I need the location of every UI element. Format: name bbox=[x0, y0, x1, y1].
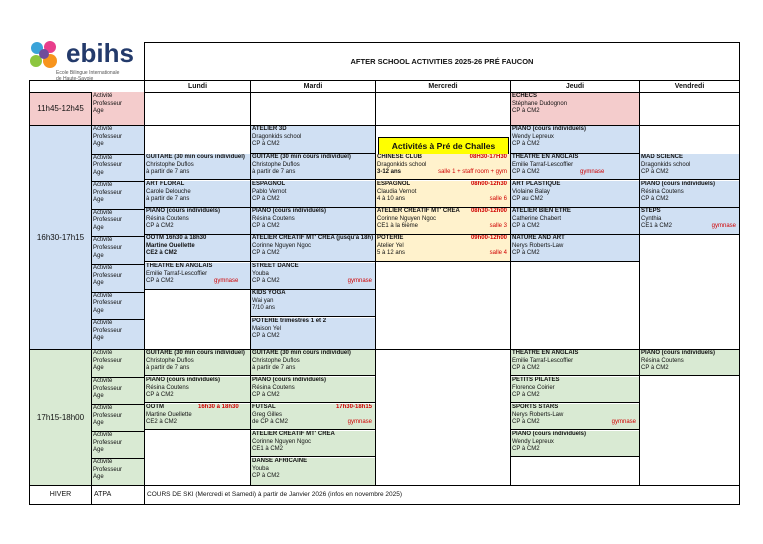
activity-age: CE2 à CM2 bbox=[146, 419, 178, 426]
activity-age: à partir de 7 ans bbox=[252, 365, 296, 372]
label-group bbox=[92, 404, 144, 431]
activity-room: gymnase bbox=[711, 223, 736, 230]
label-group bbox=[92, 264, 144, 292]
activity-age: à partir de 7 ans bbox=[146, 365, 190, 372]
activity-teacher: Youba bbox=[252, 465, 269, 472]
activity-room: gymnase bbox=[611, 419, 636, 426]
activity-block-e-thu-theatre bbox=[511, 350, 639, 376]
activity-title: PIANO (cours individuels) bbox=[512, 431, 587, 437]
activity-title: PIANO (cours individuels) bbox=[641, 181, 716, 187]
activity-teacher: Emilie Tarraf-Lescoffier bbox=[512, 357, 574, 364]
activity-title: PIANO (cours individuels) bbox=[146, 377, 221, 383]
hiver-text-cell bbox=[144, 485, 740, 505]
activity-age: 7/10 ans bbox=[252, 305, 276, 312]
activity-age: CP à CM2 bbox=[252, 250, 280, 257]
activity-block-a-thu-artplastique bbox=[511, 181, 639, 208]
activity-age: CP à CM2 bbox=[512, 419, 540, 426]
activity-time: 08h30-12h00 bbox=[470, 208, 507, 214]
activity-teacher: Résina Coutens bbox=[641, 357, 684, 364]
activity-title: ATELIER CREATIF MT' CREA bbox=[252, 431, 335, 437]
label-age: Age bbox=[93, 169, 104, 176]
page-title: AFTER SCHOOL ACTIVITIES 2025-26 PRÉ FAUCON bbox=[350, 57, 534, 66]
time-slot-2-label: 16h30-17h15 bbox=[36, 233, 85, 242]
activity-title: NATURE AND ART bbox=[512, 235, 565, 241]
label-professeur: Professeur bbox=[93, 272, 123, 279]
activity-block-a-tue-guitare bbox=[251, 154, 375, 180]
activity-block-a-thu-piano1 bbox=[511, 126, 639, 154]
label-age: Age bbox=[93, 335, 104, 342]
activity-teacher: Corinne Nguyen Ngoc bbox=[377, 215, 437, 222]
activity-title: MAD SCIENCE bbox=[641, 154, 684, 160]
activity-age: CP à CM2 bbox=[512, 108, 540, 115]
activity-block-a-tue-poterie bbox=[251, 318, 375, 350]
label-age: Age bbox=[93, 447, 104, 454]
label-activite: Activité bbox=[93, 459, 113, 465]
activity-title: PETITS PILATES bbox=[512, 377, 560, 383]
activity-time: 08h00-12h30 bbox=[470, 181, 507, 187]
labels-slot-2 bbox=[91, 125, 145, 350]
activity-teacher: Wendy Lepreux bbox=[512, 438, 554, 445]
activity-age: CE1 à la 6ième bbox=[377, 223, 419, 230]
activity-age: CP à CM2 bbox=[641, 169, 669, 176]
label-group bbox=[92, 350, 144, 377]
activity-block-a-thu-bienetre bbox=[511, 208, 639, 235]
activity-title: PIANO (cours individuels) bbox=[512, 126, 587, 132]
hiver-sub: ATPA bbox=[94, 491, 112, 498]
day-header-mercredi: Mercredi bbox=[375, 80, 511, 93]
labels-slot-3 bbox=[91, 349, 145, 486]
label-age: Age bbox=[93, 420, 104, 427]
activity-title: POTERIE bbox=[377, 235, 404, 241]
day-header-vendredi: Vendredi bbox=[639, 80, 740, 93]
activity-block-e-thu-pilates bbox=[511, 377, 639, 403]
activity-title: ATELIER CREATIF MT' CREA (jusqu'à 18h) bbox=[252, 235, 374, 241]
activity-teacher: Maison Yel bbox=[252, 325, 282, 332]
activity-block-e-tue-piano bbox=[251, 377, 375, 403]
logo-name: ebihs bbox=[66, 38, 134, 68]
col-e-wed bbox=[375, 349, 511, 486]
activity-title: PIANO (cours individuels) bbox=[252, 377, 327, 383]
activity-title: ATELIER BIEN ETRE bbox=[512, 208, 571, 214]
cell-m-fri bbox=[639, 92, 740, 126]
activity-block-e-fri-piano bbox=[640, 350, 739, 376]
activity-title: CHINESE CLUB bbox=[377, 154, 423, 160]
activity-teacher: Corinne Nguyen Ngoc bbox=[252, 438, 312, 445]
label-activite: Activité bbox=[93, 350, 113, 356]
label-age: Age bbox=[93, 252, 104, 259]
activity-age: 4 à 10 ans bbox=[377, 196, 406, 203]
activity-age: CP à CM2 bbox=[252, 333, 280, 340]
activity-block-e-thu-sports bbox=[511, 404, 639, 430]
label-activite: Activité bbox=[93, 405, 113, 411]
activity-age: CP au CM2 bbox=[512, 196, 543, 203]
activity-teacher: Martine Ouellette bbox=[146, 411, 192, 418]
activity-title: GUITARE (30 min cours individuel) bbox=[146, 350, 245, 356]
label-professeur: Professeur bbox=[93, 357, 123, 364]
label-group bbox=[92, 431, 144, 458]
label-age: Age bbox=[93, 108, 104, 115]
label-activite: Activité bbox=[93, 265, 113, 271]
activity-age: CP à CM2 bbox=[512, 250, 540, 257]
activity-block-m-thu-echecs bbox=[511, 93, 639, 126]
activity-title: THEATRE EN ANGLAIS bbox=[146, 263, 213, 269]
label-activite: Activité bbox=[93, 93, 113, 99]
activity-teacher: Youba bbox=[252, 270, 269, 277]
activity-block-e-thu-piano bbox=[511, 431, 639, 457]
activity-block-a-mon-guitare bbox=[145, 154, 250, 180]
label-age: Age bbox=[93, 393, 104, 400]
label-activite: Activité bbox=[93, 237, 113, 244]
label-activite: Activité bbox=[93, 182, 113, 189]
activity-age: CE2 à CM2 bbox=[146, 250, 178, 257]
activity-teacher: Résina Coutens bbox=[146, 384, 189, 391]
activity-title: STREET DANCE bbox=[252, 263, 299, 269]
activity-block-a-wed-chinese bbox=[376, 154, 510, 180]
activity-block-a-wed-poterie bbox=[376, 235, 510, 262]
activity-room: salle 1 + staff room + gym bbox=[438, 169, 507, 176]
activity-age: CE1 à CM2 bbox=[641, 223, 673, 230]
label-professeur: Professeur bbox=[93, 100, 123, 107]
activity-age: à partir de 7 ans bbox=[252, 169, 296, 176]
ebihs-logo-icon bbox=[28, 40, 62, 72]
activity-title: GUITARE (30 min cours individuel) bbox=[146, 154, 245, 160]
activity-block-a-wed-espagnol bbox=[376, 181, 510, 208]
activity-block-a-tue-espagnol bbox=[251, 181, 375, 208]
activity-title: KIDS YOGA bbox=[252, 290, 286, 296]
activity-time: 08H30-17H30 bbox=[469, 154, 507, 160]
activity-block-e-tue-danse bbox=[251, 458, 375, 486]
activity-title: ECHECS bbox=[512, 93, 538, 99]
label-activite: Activité bbox=[93, 126, 113, 132]
activity-age: CP à CM2 bbox=[512, 223, 540, 230]
activity-age: CP à CM2 bbox=[252, 223, 280, 230]
activity-age: CP à CM2 bbox=[512, 446, 540, 453]
label-age: Age bbox=[93, 474, 104, 481]
time-slot-3-label: 17h15-18h00 bbox=[36, 413, 85, 422]
label-age: Age bbox=[93, 224, 104, 231]
logo-subtitle-2: de Haute-Savoie bbox=[56, 76, 94, 82]
activity-time: 17h30-18h15 bbox=[335, 404, 372, 410]
activity-title: PIANO (cours individuels) bbox=[146, 208, 221, 214]
activity-title: ATELIER CREATIF MT' CREA bbox=[377, 208, 460, 214]
activity-teacher: Wendy Lepreux bbox=[512, 133, 554, 140]
label-professeur: Professeur bbox=[93, 300, 123, 307]
activity-title: FUTSAL bbox=[252, 404, 276, 410]
activity-teacher: Violaine Balay bbox=[512, 188, 550, 195]
activity-age: CP à CM2 bbox=[146, 392, 174, 399]
label-professeur: Professeur bbox=[93, 217, 123, 224]
activity-block-a-fri-steps bbox=[640, 208, 739, 235]
label-activite: Activité bbox=[93, 320, 113, 327]
activity-teacher: Résina Coutens bbox=[252, 384, 295, 391]
challes-banner-text: Activités à Pré de Challes bbox=[391, 141, 496, 151]
activity-room: salle 6 bbox=[489, 196, 507, 203]
label-group bbox=[92, 126, 144, 154]
activity-block-a-fri-piano bbox=[640, 181, 739, 208]
activity-title: OOTM 16h30 à 18h30 bbox=[146, 235, 207, 241]
activity-block-e-tue-atelier bbox=[251, 431, 375, 457]
activity-block-a-mon-artfloral bbox=[145, 181, 250, 208]
activity-title: ART PLASTIQUE bbox=[512, 181, 561, 187]
activity-age: 5 à 12 ans bbox=[377, 250, 406, 257]
hiver-text: COURS DE SKI (Mercredi et Samedi) à partir de Janvier 2026 (infos en novembre 2025) bbox=[147, 491, 403, 498]
activity-age: CP à CM2 bbox=[252, 196, 280, 203]
activity-room: gymnase bbox=[580, 169, 605, 176]
activity-age: CP à CM2 bbox=[146, 223, 174, 230]
activity-title: PIANO (cours individuels) bbox=[252, 208, 327, 214]
time-slot-1-label: 11h45-12h45 bbox=[37, 104, 84, 113]
day-header-mardi: Mardi bbox=[250, 80, 376, 93]
activity-age: CP à CM2 bbox=[252, 141, 280, 148]
cell-m-tue bbox=[250, 92, 376, 126]
page-title-cell bbox=[144, 42, 740, 80]
time-slot-2 bbox=[29, 125, 92, 350]
activity-title: STEPS bbox=[641, 208, 661, 214]
activity-title: THEATRE EN ANGLAIS bbox=[512, 350, 579, 356]
activity-time: 09h00-12h00 bbox=[470, 235, 507, 241]
activity-age: à partir de 7 ans bbox=[146, 196, 190, 203]
activity-room: salle 4 bbox=[489, 250, 507, 257]
activity-teacher: Greg Gilles bbox=[252, 411, 283, 418]
label-age: Age bbox=[93, 307, 104, 314]
activity-room: gymnase bbox=[347, 419, 372, 426]
activity-block-a-tue-atelier3d bbox=[251, 126, 375, 154]
time-slot-1 bbox=[29, 92, 92, 126]
label-age: Age bbox=[93, 365, 104, 372]
activity-age: CP à CM2 bbox=[252, 392, 280, 399]
label-activite: Activité bbox=[93, 292, 113, 299]
cell-m-wed bbox=[375, 92, 511, 126]
activity-teacher: Christophe Duflos bbox=[252, 357, 300, 364]
activity-teacher: Nerys Roberts-Law bbox=[512, 411, 564, 418]
activity-block-a-tue-yoga bbox=[251, 290, 375, 317]
activity-block-a-tue-street bbox=[251, 263, 375, 290]
logo-subtitle-1: Ecole Bilingue Internationale bbox=[56, 70, 120, 76]
activity-teacher: Christophe Duflos bbox=[146, 161, 194, 168]
label-group bbox=[92, 377, 144, 404]
activity-age: CP à CM2 bbox=[252, 278, 280, 285]
activity-block-e-tue-futsal bbox=[251, 404, 375, 430]
day-header-jeudi: Jeudi bbox=[510, 80, 640, 93]
activity-block-a-tue-piano bbox=[251, 208, 375, 235]
activity-teacher: Martine Ouellette bbox=[146, 242, 195, 249]
label-activite: Activité bbox=[93, 378, 113, 384]
activity-title: ART FLORAL bbox=[146, 181, 185, 187]
activity-teacher: Wai yan bbox=[252, 297, 274, 304]
activity-teacher: Résina Coutens bbox=[252, 215, 295, 222]
label-professeur: Professeur bbox=[93, 133, 123, 140]
activity-block-a-mon-theatre bbox=[145, 263, 250, 290]
activity-block-a-thu-nature bbox=[511, 235, 639, 262]
activity-teacher: Stéphane Dudognon bbox=[512, 100, 568, 107]
label-professeur: Professeur bbox=[93, 466, 123, 473]
activity-title: DANSE AFRICAINE bbox=[252, 458, 308, 464]
activity-teacher: Atelier Yel bbox=[377, 242, 404, 249]
activity-teacher: Dragonkids school bbox=[252, 133, 302, 140]
activity-title: GUITARE (30 min cours individuel) bbox=[252, 350, 351, 356]
label-professeur: Professeur bbox=[93, 244, 123, 251]
activity-teacher: Christophe Duflos bbox=[146, 357, 194, 364]
activity-age: CP à CM2 bbox=[512, 365, 540, 372]
label-professeur: Professeur bbox=[93, 189, 123, 196]
activity-age: CP à CM2 bbox=[641, 196, 669, 203]
labels-slot-1 bbox=[91, 92, 145, 126]
activity-room: salle 3 bbox=[489, 223, 507, 230]
label-group bbox=[92, 319, 144, 347]
activity-age: CP à CM2 bbox=[512, 392, 540, 399]
activity-title: PIANO (cours individuels) bbox=[641, 350, 716, 356]
label-group bbox=[92, 154, 144, 182]
activity-title: POTERIE trimestres 1 et 2 bbox=[252, 318, 327, 324]
activity-block-e-tue-guitare bbox=[251, 350, 375, 376]
activity-age: CE1 à CM2 bbox=[252, 446, 284, 453]
label-age: Age bbox=[93, 280, 104, 287]
label-group bbox=[92, 236, 144, 264]
label-professeur: Professeur bbox=[93, 385, 123, 392]
activity-title: GUITARE (30 min cours individuel) bbox=[252, 154, 351, 160]
activity-teacher: Cynthia bbox=[641, 215, 662, 222]
label-professeur: Professeur bbox=[93, 327, 123, 334]
label-group bbox=[92, 292, 144, 320]
activity-age: CP à CM2 bbox=[512, 169, 540, 176]
activity-teacher: Christophe Duflos bbox=[252, 161, 300, 168]
activity-teacher: Dragonkids school bbox=[377, 161, 427, 168]
activity-teacher: Catherine Chabert bbox=[512, 215, 562, 222]
activity-teacher: Corinne Nguyen Ngoc bbox=[252, 242, 312, 249]
activity-age: CP à CM2 bbox=[512, 141, 540, 148]
activity-block-a-wed-atelier bbox=[376, 208, 510, 235]
activity-block-a-thu-theatre bbox=[511, 154, 639, 180]
activity-age: à partir de 7 ans bbox=[146, 169, 190, 176]
activity-title: ESPAGNOL bbox=[377, 181, 411, 187]
label-group bbox=[92, 458, 144, 485]
activity-age: CP à CM2 bbox=[146, 278, 174, 285]
label-age: Age bbox=[93, 141, 104, 148]
activity-time: 16h30 à 18h30 bbox=[198, 404, 239, 410]
activity-teacher: Claudia Vernot bbox=[377, 188, 417, 195]
activity-block-a-tue-atelier bbox=[251, 235, 375, 262]
hiver-cell bbox=[29, 485, 92, 505]
activity-age: CP à CM2 bbox=[641, 365, 669, 372]
label-group bbox=[92, 209, 144, 237]
label-professeur: Professeur bbox=[93, 412, 123, 419]
activity-teacher: Résina Coutens bbox=[146, 215, 189, 222]
activity-room: gymnase bbox=[347, 278, 372, 285]
activity-teacher: Pablo Vernot bbox=[252, 188, 287, 195]
label-professeur: Professeur bbox=[93, 162, 123, 169]
activity-room: gymnase bbox=[214, 278, 239, 285]
activity-teacher: Emilie Tarraf-Lescoffier bbox=[512, 161, 574, 168]
label-activite: Activité bbox=[93, 154, 113, 161]
time-slot-3 bbox=[29, 349, 92, 486]
activity-block-a-mon-piano bbox=[145, 208, 250, 235]
activity-title: ESPAGNOL bbox=[252, 181, 286, 187]
cell-m-mon bbox=[144, 92, 251, 126]
hiver-sub-cell bbox=[91, 485, 145, 505]
challes-banner bbox=[378, 137, 509, 155]
activity-block-e-mon-guitare bbox=[145, 350, 250, 376]
activity-block-e-mon-piano bbox=[145, 377, 250, 403]
activity-title: SPORTS STARS bbox=[512, 404, 559, 410]
activity-teacher: Carole Delouche bbox=[146, 188, 191, 195]
activity-title: OOTM bbox=[146, 404, 164, 410]
activity-teacher: Emilie Tarraf-Lescoffier bbox=[146, 270, 208, 277]
label-age: Age bbox=[93, 197, 104, 204]
hiver-label: HIVER bbox=[49, 491, 72, 498]
activity-title: ATELIER 3D bbox=[252, 126, 287, 132]
label-professeur: Professeur bbox=[93, 439, 123, 446]
label-group bbox=[92, 181, 144, 209]
activity-block-e-mon-ootm bbox=[145, 404, 250, 430]
activity-teacher: Nerys Roberts-Law bbox=[512, 242, 564, 249]
activity-teacher: Résina Coutens bbox=[641, 188, 684, 195]
activity-block-a-mon-ootm bbox=[145, 235, 250, 262]
activity-title: THEATRE EN ANGLAIS bbox=[512, 154, 579, 160]
label-activite: Activité bbox=[93, 432, 113, 438]
activity-teacher: Florence Coirier bbox=[512, 384, 555, 391]
label-activite: Activité bbox=[93, 209, 113, 216]
day-header-lundi: Lundi bbox=[144, 80, 251, 93]
activity-age: CP à CM2 bbox=[252, 473, 280, 480]
activity-age: de CP à CM2 bbox=[252, 419, 288, 426]
activity-block-a-fri-mad bbox=[640, 154, 739, 180]
activity-teacher: Dragonkids school bbox=[641, 161, 691, 168]
logo bbox=[28, 40, 144, 84]
activity-age: 3-12 ans bbox=[377, 169, 402, 176]
